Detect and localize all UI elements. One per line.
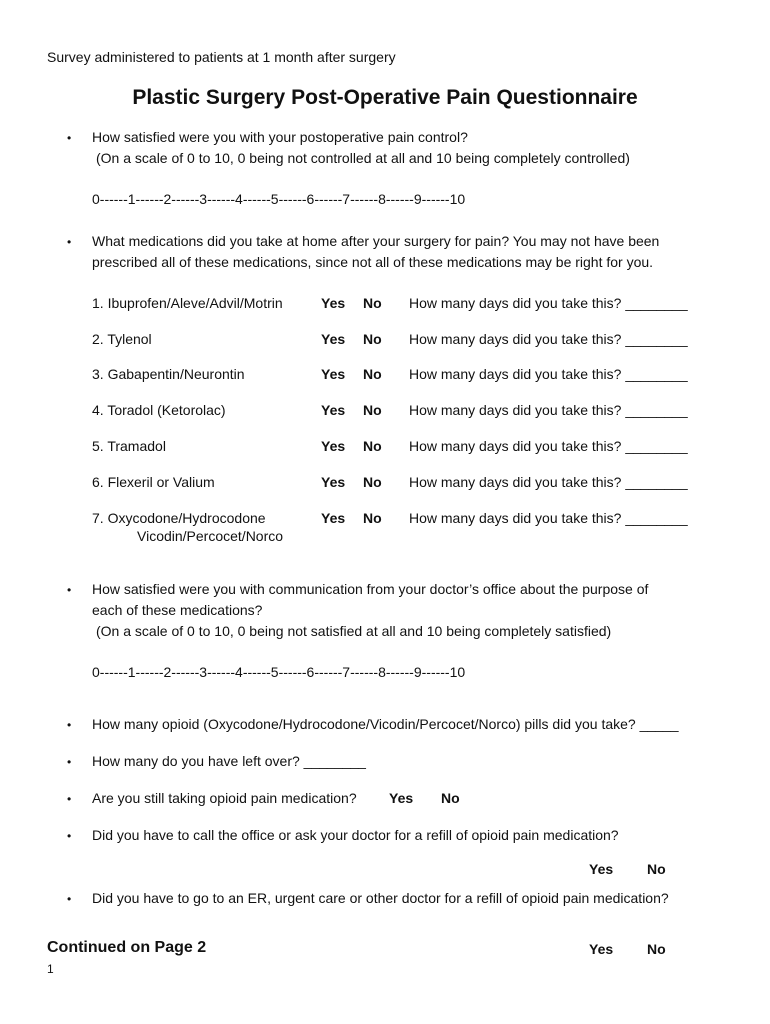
survey-note: Survey administered to patients at 1 month after surgery bbox=[47, 49, 396, 65]
q1-scale-note: (On a scale of 0 to 10, 0 being not controlled at all and 10 being completely controlled) bbox=[96, 150, 630, 166]
q2-text: What medications did you take at home after your surgery for pain? You may not have been bbox=[92, 233, 660, 249]
q1-scale[interactable]: 0------1------2------3------4------5------6------7------8------9------10 bbox=[92, 191, 466, 207]
bullet-icon: • bbox=[67, 131, 72, 145]
days-field[interactable]: How many days did you take this? ________ bbox=[409, 295, 688, 311]
no-option[interactable]: No bbox=[441, 790, 460, 806]
q6-text: Are you still taking opioid pain medication? bbox=[92, 790, 357, 806]
q1-text: How satisfied were you with your postoperative pain control? bbox=[92, 129, 468, 145]
q3-scale-note: (On a scale of 0 to 10, 0 being not satisfied at all and 10 being completely satisfied) bbox=[96, 623, 612, 639]
yes-option[interactable]: Yes bbox=[321, 366, 346, 382]
no-option[interactable]: No bbox=[647, 941, 666, 957]
bullet-icon: • bbox=[67, 235, 72, 249]
q2-text-cont: prescribed all of these medications, since not all of these medications may be right for you. bbox=[92, 254, 654, 270]
bullet-icon: • bbox=[67, 829, 72, 843]
q8-text: Did you have to go to an ER, urgent care or other doctor for a refill of opioid pain medication? bbox=[92, 890, 669, 906]
continued-note: Continued on Page 2 bbox=[47, 939, 207, 956]
bullet-icon: • bbox=[67, 755, 72, 769]
days-field[interactable]: How many days did you take this? ________ bbox=[409, 510, 688, 526]
page-title: Plastic Surgery Post-Operative Pain Questionnaire bbox=[132, 86, 638, 109]
med-label: 4. Toradol (Ketorolac) bbox=[92, 402, 226, 418]
med-label: 6. Flexeril or Valium bbox=[92, 474, 215, 490]
yes-option[interactable]: Yes bbox=[321, 331, 346, 347]
no-option[interactable]: No bbox=[363, 402, 382, 418]
bullet-icon: • bbox=[67, 892, 72, 906]
yes-option[interactable]: Yes bbox=[589, 861, 614, 877]
med-label: 5. Tramadol bbox=[92, 438, 166, 454]
q7-text: Did you have to call the office or ask your doctor for a refill of opioid pain medication? bbox=[92, 827, 619, 843]
no-option[interactable]: No bbox=[647, 861, 666, 877]
days-field[interactable]: How many days did you take this? ________ bbox=[409, 438, 688, 454]
yes-option[interactable]: Yes bbox=[321, 295, 346, 311]
days-field[interactable]: How many days did you take this? ________ bbox=[409, 402, 688, 418]
q3-text-cont: each of these medications? bbox=[92, 602, 263, 618]
q4-text[interactable]: How many opioid (Oxycodone/Hydrocodone/Vicodin/Percocet/Norco) pills did you take? _____ bbox=[92, 716, 679, 732]
q3-text: How satisfied were you with communication from your doctor’s office about the purpose of bbox=[92, 581, 649, 597]
med-label: 2. Tylenol bbox=[92, 331, 152, 347]
no-option[interactable]: No bbox=[363, 295, 382, 311]
no-option[interactable]: No bbox=[363, 510, 382, 526]
med-label: 3. Gabapentin/Neurontin bbox=[92, 366, 245, 382]
no-option[interactable]: No bbox=[363, 474, 382, 490]
no-option[interactable]: No bbox=[363, 331, 382, 347]
q3-scale[interactable]: 0------1------2------3------4------5------6------7------8------9------10 bbox=[92, 664, 466, 680]
days-field[interactable]: How many days did you take this? ________ bbox=[409, 366, 688, 382]
no-option[interactable]: No bbox=[363, 366, 382, 382]
yes-option[interactable]: Yes bbox=[321, 438, 346, 454]
yes-option[interactable]: Yes bbox=[321, 474, 346, 490]
med-label-cont: Vicodin/Percocet/Norco bbox=[137, 528, 284, 544]
yes-option[interactable]: Yes bbox=[589, 941, 614, 957]
bullet-icon: • bbox=[67, 792, 72, 806]
yes-option[interactable]: Yes bbox=[321, 402, 346, 418]
page-number: 1 bbox=[47, 962, 54, 976]
days-field[interactable]: How many days did you take this? ________ bbox=[409, 331, 688, 347]
days-field[interactable]: How many days did you take this? ________ bbox=[409, 474, 688, 490]
yes-option[interactable]: Yes bbox=[321, 510, 346, 526]
med-label: 1. Ibuprofen/Aleve/Advil/Motrin bbox=[92, 295, 283, 311]
no-option[interactable]: No bbox=[363, 438, 382, 454]
yes-option[interactable]: Yes bbox=[389, 790, 414, 806]
bullet-icon: • bbox=[67, 583, 72, 597]
q5-text[interactable]: How many do you have left over? ________ bbox=[92, 753, 366, 769]
bullet-icon: • bbox=[67, 718, 72, 732]
med-label: 7. Oxycodone/Hydrocodone bbox=[92, 510, 266, 526]
